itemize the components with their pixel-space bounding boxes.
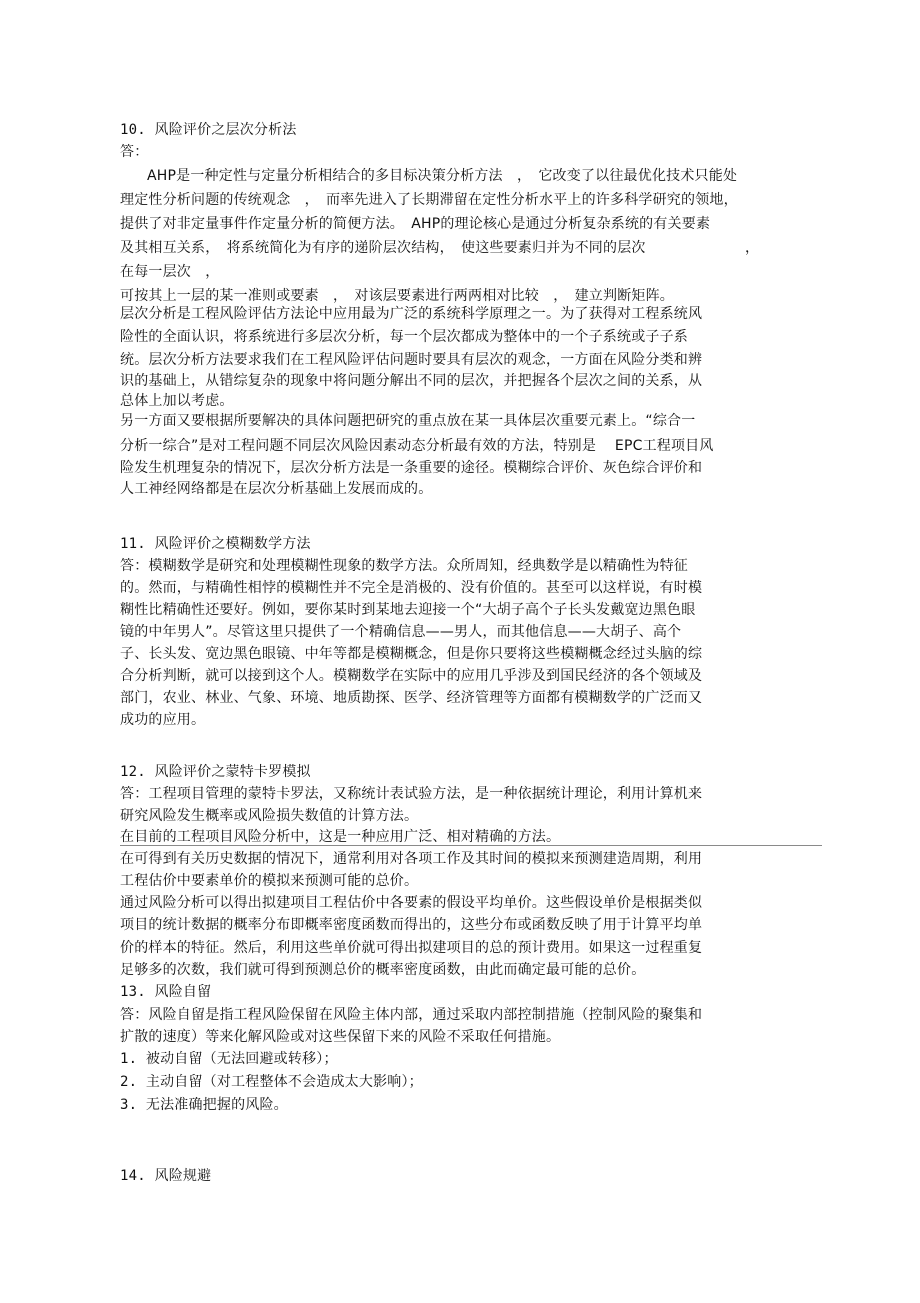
section-10-p1-line: 提供了对非定量事件作定量分析的简便方法。 AHP的理论核心是通过分析复杂系统的有关要素 [120,216,711,232]
section-12-heading: 12. 风险评价之蒙特卡罗模拟 [120,764,311,780]
section-12-p3-line: 工程估价中要素单价的模拟来预测可能的总价。 [120,873,419,889]
section-12-p1-line: 答：工程项目管理的蒙特卡罗法，又称统计表试验方法，是一种依据统计理论，利用计算机来 [120,786,703,802]
section-10-p2-line: 识的基础上，从错综复杂的现象中将问题分解出不同的层次，并把握各个层次之间的关系，从 [120,373,703,389]
section-10-p3-line: 另一方面又要根据所要解决的具体问题把研究的重点放在某一具体层次重要元素上。“综合一 [120,413,696,429]
section-13-list-item: 2. 主动自留（对工程整体不会造成太大影响）； [120,1074,423,1090]
section-12-p4-line: 价的样本的特征。然后，利用这些单价就可得出拟建项目的总的预计费用。如果这一过程重复 [120,940,703,956]
section-11-p1-line: 部门，农业、林业、气象、环境、地质勘探、医学、经济管理等方面都有模糊数学的广泛而又 [120,690,703,706]
divider-line [120,845,822,846]
section-10-p1-line: 及其相互关系， 将系统简化为有序的递阶层次结构， 使这些要素归并为不同的层次 ， [120,240,760,256]
section-12-p4-line: 项目的统计数据的概率分布即概率密度函数而得出的，这些分布或函数反映了用于计算平均单 [120,917,703,933]
section-10-p3-line: 分析一综合”是对工程问题不同层次风险因素动态分析最有效的方法，特别是 EPC工程项目风 [120,438,714,454]
section-12-p4-line: 通过风险分析可以得出拟建项目工程估价中各要素的假设平均单价。这些假设单价是根据类似 [120,895,703,911]
section-10-p2-line: 层次分析是工程风险评估方法论中应用最为广泛的系统科学原理之一。为了获得对工程系统风 [120,306,703,322]
section-12-p4-line: 足够多的次数，我们就可得到预测总价的概率密度函数，由此而确定最可能的总价。 [120,962,646,978]
section-10-p2-line: 险性的全面认识，将系统进行多层次分析，每一个层次都成为整体中的一个子系统或子子系 [120,329,688,345]
section-13-list-item: 3. 无法准确把握的风险。 [120,1097,288,1113]
section-10-p3-line: 人工神经网络都是在层次分析基础上发展而成的。 [120,481,433,497]
section-10-p1-line: AHP是一种定性与定量分析相结合的多目标决策分析方法 ， 它改变了以往最优化技术只能处 [147,168,738,184]
section-13-p1-line: 答：风险自留是指工程风险保留在风险主体内部，通过采取内部控制措施（控制风险的聚集和 [120,1007,703,1023]
section-13-p1-line: 扩散的速度）等来化解风险或对这些保留下来的风险不采取任何措施。 [120,1029,561,1045]
section-13-heading: 13. 风险自留 [120,984,212,1000]
section-12-p2-line: 在目前的工程项目风险分析中，这是一种应用广泛、相对精确的方法。 [120,829,561,845]
section-14-heading: 14. 风险规避 [120,1168,212,1184]
section-11-p1-line: 镜的中年男人”。尽管这里只提供了一个精确信息——男人，而其他信息——大胡子、高个 [120,624,682,640]
section-11-p1-line: 成功的应用。 [120,712,206,728]
section-11-p1-line: 合分析判断，就可以接到这个人。模糊数学在实际中的应用几乎涉及到国民经济的各个领域及 [120,668,703,684]
section-10-answer-label: 答： [120,144,149,160]
section-10-p2-line: 统。层次分析方法要求我们在工程风险评估问题时要具有层次的观念，一方面在风险分类和辨 [120,352,703,368]
section-10-p1-line: 在每一层次 ， [120,264,220,280]
section-11-p1-line: 的。然而，与精确性相悖的模糊性并不完全是消极的、没有价值的。甚至可以这样说，有时模 [120,580,703,596]
section-12-p1-line: 研究风险发生概率或风险损失数值的计算方法。 [120,808,419,824]
section-13-list-item: 1. 被动自留（无法回避或转移）； [120,1051,338,1067]
section-10-p2-line: 总体上加以考虑。 [120,393,234,409]
section-11-p1-line: 子、长头发、宽边黑色眼镜、中年等都是模糊概念，但是你只要将这些模糊概念经过头脑的综 [120,646,703,662]
section-10-p1-line: 理定性分析问题的传统观念 ， 而率先进入了长期滞留在定性分析水平上的许多科学研究的领地， [120,192,738,208]
section-10-heading: 10. 风险评价之层次分析法 [120,122,297,138]
section-10-p3-line: 险发生机理复杂的情况下，层次分析方法是一条重要的途径。模糊综合评价、灰色综合评价和 [120,460,703,476]
section-11-p1-line: 答：模糊数学是研究和处理模糊性现象的数学方法。众所周知，经典数学是以精确性为特征 [120,558,688,574]
section-11-heading: 11. 风险评价之模糊数学方法 [120,536,311,552]
section-12-p3-line: 在可得到有关历史数据的情况下，通常利用对各项工作及其时间的模拟来预测建造周期，利用 [120,851,703,867]
section-11-p1-line: 糊性比精确性还要好。例如，要你某时到某地去迎接一个“大胡子高个子长头发戴宽边黑色眼 [120,602,696,618]
section-10-p1-line: 可按其上一层的某一准则或要素 ， 对该层要素进行两两相对比较 ， 建立判断矩阵。 [120,288,674,304]
